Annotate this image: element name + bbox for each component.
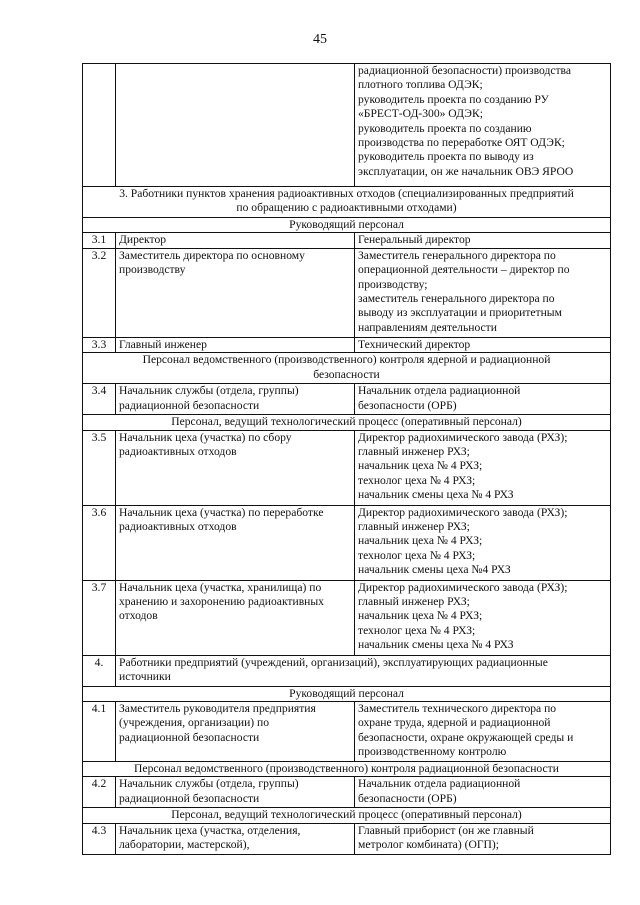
- text-line: руководитель проекта по созданию: [358, 121, 532, 135]
- position-cell: [116, 248, 355, 337]
- table-row: [83, 233, 611, 248]
- text-line: главный инженер РХЗ;: [358, 520, 470, 534]
- position-cell: [116, 702, 355, 762]
- text-line: Директор радиохимического завода (РХЗ);: [358, 430, 568, 444]
- text-line: технолог цеха № 4 РХЗ;: [358, 473, 476, 487]
- number-cell: 4.1: [83, 702, 116, 762]
- number-cell: 3.6: [83, 505, 116, 580]
- text-line: плотного топлива ОДЭК;: [358, 78, 483, 92]
- text-line: начальник смены цеха № 4 РХЗ: [358, 638, 514, 652]
- position-cell: [116, 384, 355, 415]
- number-cell: 4.: [83, 655, 116, 686]
- text-line: Заместитель директора по основному: [119, 248, 305, 262]
- table-row: [83, 505, 611, 580]
- text-line: Начальник цеха (участка, отделения,: [119, 823, 301, 837]
- position-cell: [116, 505, 355, 580]
- table-row: [83, 580, 611, 655]
- equivalent-cell: [355, 384, 611, 415]
- text-line: начальник цеха № 4 РХЗ;: [358, 459, 483, 473]
- text-line: 3. Работники пунктов хранения радиоактивных отходов (специализированных предприятий: [119, 187, 574, 200]
- table-row: [83, 777, 611, 808]
- text-line: Начальник цеха (участка) по переработке: [119, 505, 324, 519]
- management-subheading: Руководящий персонал: [83, 218, 611, 233]
- text-line: Начальник цеха (участка) по сбору: [119, 430, 292, 444]
- section-4-heading: [116, 655, 611, 686]
- text-line: операционной деятельности – директор по: [358, 263, 570, 277]
- text-line: Заместитель технического директора по: [358, 702, 557, 716]
- text-line: выводу из эксплуатации и приоритетным: [358, 306, 562, 320]
- number-cell: 3.5: [83, 430, 116, 505]
- subheading-row: [83, 762, 611, 777]
- table-row: [83, 384, 611, 415]
- equivalent-cell: [355, 64, 611, 187]
- text-line: охране труда, ядерной и радиационной: [358, 716, 551, 730]
- text-line: технолог цеха № 4 РХЗ;: [358, 623, 476, 637]
- text-line: (учреждения, организации) по: [119, 716, 270, 730]
- text-line: радиоактивных отходов: [119, 520, 237, 534]
- text-line: технолог цеха № 4 РХЗ;: [358, 548, 476, 562]
- subheading-row: [83, 218, 611, 233]
- text-line: заместитель генерального директора по: [358, 292, 555, 306]
- text-line: начальник смены цеха №4 РХЗ: [358, 563, 511, 577]
- text-line: «БРЕСТ-ОД-300» ОДЭК;: [358, 107, 483, 121]
- text-line: Начальник отдела радиационной: [358, 384, 521, 398]
- position-cell: Главный инженер: [116, 337, 355, 352]
- equivalent-cell: [355, 702, 611, 762]
- text-line: источники: [119, 670, 171, 684]
- number-cell: 4.2: [83, 777, 116, 808]
- subheading-row: [83, 808, 611, 823]
- section-heading-row: [83, 655, 611, 686]
- equivalent-cell: [355, 823, 611, 854]
- number-cell: 4.3: [83, 823, 116, 854]
- text-line: Работники предприятий (учреждений, организаций), эксплуатирующих радиационные: [119, 655, 548, 669]
- operations-subheading: Персонал, ведущий технологический процесс (оперативный персонал): [83, 415, 611, 430]
- equivalent-cell: [355, 248, 611, 337]
- section-3-heading: [83, 187, 611, 218]
- management-subheading: Руководящий персонал: [83, 686, 611, 701]
- text-line: Начальник отдела радиационной: [358, 777, 521, 791]
- text-line: Начальник службы (отдела, группы): [119, 384, 299, 398]
- equivalent-cell: Технический директор: [355, 337, 611, 352]
- text-line: радиационной безопасности) производства: [358, 64, 572, 77]
- number-cell: 3.7: [83, 580, 116, 655]
- table-row: [83, 64, 611, 187]
- text-line: радиационной безопасности: [119, 730, 260, 744]
- number-cell: [83, 64, 116, 187]
- text-line: главный инженер РХЗ;: [358, 595, 470, 609]
- table-row: [83, 248, 611, 337]
- text-line: Директор радиохимического завода (РХЗ);: [358, 505, 568, 519]
- subheading-row: [83, 353, 611, 384]
- text-line: радиоактивных отходов: [119, 445, 237, 459]
- position-cell: [116, 823, 355, 854]
- text-line: производству: [119, 263, 186, 277]
- text-line: производственному контролю: [358, 745, 507, 759]
- text-line: Начальник цеха (участка, хранилища) по: [119, 580, 322, 594]
- equivalent-cell: [355, 580, 611, 655]
- text-line: хранению и захоронению радиоактивных: [119, 595, 324, 609]
- text-line: безопасности, охране окружающей среды и: [358, 730, 574, 744]
- table-row: [83, 702, 611, 762]
- position-cell: [116, 430, 355, 505]
- text-line: безопасности: [313, 367, 380, 381]
- text-line: Персонал ведомственного (производственного) контроля ядерной и радиационной: [142, 353, 551, 367]
- text-line: метролог комбината) (ОГП);: [358, 838, 499, 852]
- text-line: начальник смены цеха № 4 РХЗ: [358, 488, 514, 502]
- text-line: начальник цеха № 4 РХЗ;: [358, 609, 483, 623]
- equivalent-cell: [355, 430, 611, 505]
- table-row: [83, 337, 611, 352]
- text-line: по обращению с радиоактивными отходами): [236, 201, 457, 215]
- text-line: Заместитель генерального директора по: [358, 248, 556, 262]
- text-line: Заместитель руководителя предприятия: [119, 702, 316, 716]
- text-line: производства по переработке ОЯТ ОДЭК;: [358, 136, 565, 150]
- operations-subheading: Персонал, ведущий технологический процесс (оперативный персонал): [83, 808, 611, 823]
- position-cell: [116, 777, 355, 808]
- subheading-row: [83, 686, 611, 701]
- text-line: безопасности (ОРБ): [358, 791, 457, 805]
- text-line: главный инженер РХЗ;: [358, 445, 470, 459]
- text-line: отходов: [119, 609, 158, 623]
- text-line: руководитель проекта по выводу из: [358, 150, 534, 164]
- text-line: производству;: [358, 277, 428, 291]
- text-line: Директор радиохимического завода (РХЗ);: [358, 580, 568, 594]
- table-row: [83, 823, 611, 854]
- text-line: Начальник службы (отдела, группы): [119, 777, 299, 791]
- position-cell: [116, 580, 355, 655]
- equivalent-cell: [355, 777, 611, 808]
- position-cell: [116, 64, 355, 187]
- text-line: безопасности (ОРБ): [358, 398, 457, 412]
- equivalent-cell: Генеральный директор: [355, 233, 611, 248]
- text-line: радиационной безопасности: [119, 398, 260, 412]
- number-cell: 3.3: [83, 337, 116, 352]
- text-line: Главный приборист (он же главный: [358, 823, 534, 837]
- page-number: 45: [313, 32, 327, 47]
- number-cell: 3.2: [83, 248, 116, 337]
- number-cell: 3.4: [83, 384, 116, 415]
- text-line: направлениям деятельности: [358, 320, 497, 334]
- section-heading-row: [83, 187, 611, 218]
- control-subheading: Персонал ведомственного (производственного) контроля радиационной безопасности: [83, 762, 611, 777]
- subheading-row: [83, 415, 611, 430]
- control-subheading: [83, 353, 611, 384]
- equivalent-cell: [355, 505, 611, 580]
- text-line: радиационной безопасности: [119, 791, 260, 805]
- text-line: руководитель проекта по созданию РУ: [358, 92, 549, 106]
- text-line: начальник цеха № 4 РХЗ;: [358, 534, 483, 548]
- positions-table: [82, 63, 611, 855]
- position-cell: Директор: [116, 233, 355, 248]
- text-line: эксплуатации, он же начальник ОВЭ ЯРОО: [358, 164, 574, 178]
- text-line: лаборатории, мастерской),: [119, 838, 250, 852]
- table-row: [83, 430, 611, 505]
- number-cell: 3.1: [83, 233, 116, 248]
